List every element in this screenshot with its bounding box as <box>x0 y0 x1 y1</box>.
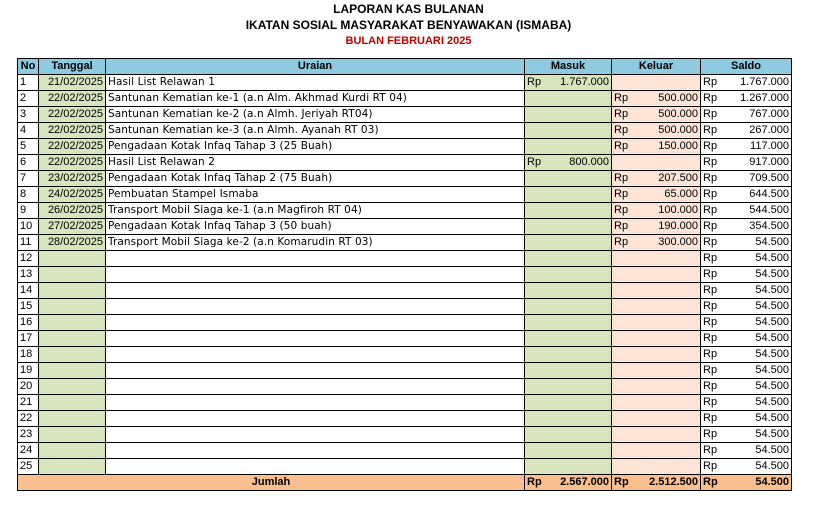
row-masuk-cell[interactable] <box>525 235 612 251</box>
row-saldo-cell[interactable] <box>701 299 792 315</box>
row-uraian-cell[interactable]: Santunan Kematian ke-1 (a.n Alm. Akhmad Kurdi RT 04) <box>106 91 525 107</box>
row-saldo-cell[interactable] <box>701 235 792 251</box>
row-uraian-cell[interactable]: Pengadaan Kotak Infaq Tahap 2 (75 Buah) <box>106 171 525 187</box>
row-uraian-cell[interactable] <box>106 299 525 315</box>
row-uraian-cell[interactable] <box>106 283 525 299</box>
row-no-cell[interactable]: 17 <box>18 331 39 347</box>
report-title: LAPORAN KAS BULANAN <box>333 2 484 16</box>
amount-value: 800.000 <box>569 156 609 168</box>
row-tanggal-cell[interactable]: 27/02/2025 <box>39 219 106 235</box>
currency-label: Rp <box>703 300 718 312</box>
row-saldo-cell[interactable] <box>701 427 792 443</box>
row-saldo-cell[interactable] <box>701 459 792 475</box>
table-row <box>18 427 792 443</box>
currency-label: Rp <box>703 124 718 136</box>
row-saldo-cell[interactable] <box>701 283 792 299</box>
row-tanggal-cell[interactable] <box>39 315 106 331</box>
currency-label: Rp <box>703 396 718 408</box>
row-no-cell[interactable]: 25 <box>18 459 39 475</box>
currency-label: Rp <box>703 188 718 200</box>
row-keluar-cell[interactable] <box>612 155 701 171</box>
amount-value: 644.500 <box>749 188 789 200</box>
col-header-masuk[interactable]: Masuk <box>525 59 612 75</box>
col-header-uraian[interactable]: Uraian <box>106 59 525 75</box>
table-row <box>18 139 792 155</box>
currency-label: Rp <box>614 476 629 488</box>
row-tanggal-cell[interactable] <box>39 251 106 267</box>
row-saldo-cell[interactable] <box>701 75 792 91</box>
row-masuk-cell[interactable] <box>525 139 612 155</box>
row-masuk-cell[interactable] <box>525 347 612 363</box>
row-masuk-cell[interactable] <box>525 107 612 123</box>
total-keluar-cell[interactable] <box>612 475 701 491</box>
currency-label: Rp <box>614 140 629 152</box>
amount-value: 190.000 <box>658 220 698 232</box>
amount-value: 54.500 <box>755 252 789 264</box>
row-uraian-cell[interactable] <box>106 459 525 475</box>
row-masuk-cell[interactable] <box>525 155 612 171</box>
col-header-no[interactable]: No <box>18 59 39 75</box>
row-saldo-cell[interactable] <box>701 187 792 203</box>
amount-value: 54.500 <box>755 460 789 472</box>
row-saldo-cell[interactable] <box>701 107 792 123</box>
row-saldo-cell[interactable] <box>701 155 792 171</box>
amount-value: 100.000 <box>658 204 698 216</box>
row-uraian-cell[interactable] <box>106 363 525 379</box>
currency-label: Rp <box>703 108 718 120</box>
table-row <box>18 395 792 411</box>
row-masuk-cell[interactable] <box>525 411 612 427</box>
table-header-row <box>18 59 792 75</box>
row-keluar-cell[interactable] <box>612 123 701 139</box>
row-masuk-cell[interactable] <box>525 187 612 203</box>
table-row <box>18 443 792 459</box>
row-keluar-cell[interactable] <box>612 315 701 331</box>
row-masuk-cell[interactable] <box>525 427 612 443</box>
currency-label: Rp <box>703 316 718 328</box>
row-tanggal-cell[interactable] <box>39 331 106 347</box>
currency-label: Rp <box>703 204 718 216</box>
organization-name: IKATAN SOSIAL MASYARAKAT BENYAWAKAN (ISMABA) <box>245 18 572 32</box>
row-keluar-cell[interactable] <box>612 139 701 155</box>
row-masuk-cell[interactable] <box>525 91 612 107</box>
currency-label: Rp <box>703 364 718 376</box>
row-keluar-cell[interactable] <box>612 443 701 459</box>
row-saldo-cell[interactable] <box>701 251 792 267</box>
amount-value: 54.500 <box>755 380 789 392</box>
row-saldo-cell[interactable] <box>701 395 792 411</box>
row-saldo-cell[interactable] <box>701 267 792 283</box>
row-masuk-cell[interactable] <box>525 459 612 475</box>
row-uraian-cell[interactable] <box>106 315 525 331</box>
total-keluar: 2.512.500 <box>649 476 698 488</box>
currency-label: Rp <box>703 428 718 440</box>
table-row <box>18 91 792 107</box>
amount-value: 500.000 <box>658 124 698 136</box>
amount-value: 54.500 <box>755 428 789 440</box>
row-keluar-cell[interactable] <box>612 203 701 219</box>
row-masuk-cell[interactable] <box>525 363 612 379</box>
table-row <box>18 187 792 203</box>
row-masuk-cell[interactable] <box>525 331 612 347</box>
row-tanggal-cell[interactable] <box>39 283 106 299</box>
row-no-cell[interactable]: 20 <box>18 379 39 395</box>
table-row <box>18 107 792 123</box>
row-no-cell[interactable]: 2 <box>18 91 39 107</box>
row-keluar-cell[interactable] <box>612 219 701 235</box>
table-row <box>18 123 792 139</box>
row-tanggal-cell[interactable] <box>39 363 106 379</box>
amount-value: 54.500 <box>755 284 789 296</box>
amount-value: 207.500 <box>658 172 698 184</box>
row-masuk-cell[interactable] <box>525 123 612 139</box>
row-uraian-cell[interactable] <box>106 331 525 347</box>
amount-value: 500.000 <box>658 108 698 120</box>
amount-value: 1.767.000 <box>560 76 609 88</box>
table-row <box>18 459 792 475</box>
currency-label: Rp <box>614 108 629 120</box>
row-saldo-cell[interactable] <box>701 379 792 395</box>
row-tanggal-cell[interactable] <box>39 299 106 315</box>
total-saldo: 54.500 <box>755 476 789 488</box>
currency-label: Rp <box>527 156 542 168</box>
row-no-cell[interactable]: 21 <box>18 395 39 411</box>
currency-label: Rp <box>703 444 718 456</box>
total-masuk: 2.567.000 <box>560 476 609 488</box>
row-saldo-cell[interactable] <box>701 219 792 235</box>
row-masuk-cell[interactable] <box>525 251 612 267</box>
amount-value: 54.500 <box>755 348 789 360</box>
row-keluar-cell[interactable] <box>612 283 701 299</box>
row-masuk-cell[interactable] <box>525 203 612 219</box>
row-uraian-cell[interactable]: Pengadaan Kotak Infaq Tahap 3 (50 buah) <box>106 219 525 235</box>
row-saldo-cell[interactable] <box>701 91 792 107</box>
row-no-cell[interactable]: 14 <box>18 283 39 299</box>
row-keluar-cell[interactable] <box>612 187 701 203</box>
currency-label: Rp <box>614 188 629 200</box>
amount-value: 54.500 <box>755 316 789 328</box>
currency-label: Rp <box>703 332 718 344</box>
row-masuk-cell[interactable] <box>525 75 612 91</box>
row-saldo-cell[interactable] <box>701 443 792 459</box>
currency-label: Rp <box>527 76 542 88</box>
row-keluar-cell[interactable] <box>612 427 701 443</box>
row-tanggal-cell[interactable]: 22/02/2025 <box>39 139 106 155</box>
amount-value: 54.500 <box>755 332 789 344</box>
report-period: BULAN FEBRUARI 2025 <box>345 35 472 47</box>
row-no-cell[interactable]: 10 <box>18 219 39 235</box>
row-masuk-cell[interactable] <box>525 379 612 395</box>
row-tanggal-cell[interactable] <box>39 459 106 475</box>
row-tanggal-cell[interactable] <box>39 267 106 283</box>
row-tanggal-cell[interactable]: 28/02/2025 <box>39 235 106 251</box>
col-header-tanggal[interactable]: Tanggal <box>39 59 106 75</box>
amount-value: 54.500 <box>755 396 789 408</box>
row-no-cell[interactable]: 1 <box>18 75 39 91</box>
row-keluar-cell[interactable] <box>612 235 701 251</box>
currency-label: Rp <box>703 252 718 264</box>
row-saldo-cell[interactable] <box>701 171 792 187</box>
table-row <box>18 331 792 347</box>
row-uraian-cell[interactable]: Santunan Kematian ke-2 (a.n Almh. Jeriyah RT04) <box>106 107 525 123</box>
row-keluar-cell[interactable] <box>612 459 701 475</box>
currency-label: Rp <box>703 140 718 152</box>
row-uraian-cell[interactable]: Transport Mobil Siaga ke-2 (a.n Komarudin RT 03) <box>106 235 525 251</box>
row-saldo-cell[interactable] <box>701 347 792 363</box>
row-uraian-cell[interactable] <box>106 395 525 411</box>
currency-label: Rp <box>614 92 629 104</box>
row-keluar-cell[interactable] <box>612 267 701 283</box>
currency-label: Rp <box>703 268 718 280</box>
currency-label: Rp <box>614 204 629 216</box>
table-row <box>18 315 792 331</box>
table-row <box>18 299 792 315</box>
row-saldo-cell[interactable] <box>701 123 792 139</box>
currency-label: Rp <box>703 460 718 472</box>
row-masuk-cell[interactable] <box>525 283 612 299</box>
currency-label: Rp <box>703 92 718 104</box>
row-keluar-cell[interactable] <box>612 331 701 347</box>
row-masuk-cell[interactable] <box>525 395 612 411</box>
amount-value: 54.500 <box>755 268 789 280</box>
row-no-cell[interactable]: 4 <box>18 123 39 139</box>
amount-value: 54.500 <box>755 364 789 376</box>
row-saldo-cell[interactable] <box>701 139 792 155</box>
amount-value: 54.500 <box>755 300 789 312</box>
row-tanggal-cell[interactable]: 22/02/2025 <box>39 107 106 123</box>
row-masuk-cell[interactable] <box>525 315 612 331</box>
currency-label: Rp <box>703 412 718 424</box>
row-no-cell[interactable]: 6 <box>18 155 39 171</box>
row-tanggal-cell[interactable]: 26/02/2025 <box>39 203 106 219</box>
row-no-cell[interactable]: 24 <box>18 443 39 459</box>
currency-label: Rp <box>614 220 629 232</box>
currency-label: Rp <box>703 220 718 232</box>
amount-value: 1.767.000 <box>740 76 789 88</box>
table-row <box>18 219 792 235</box>
amount-value: 709.500 <box>749 172 789 184</box>
amount-value: 267.000 <box>749 124 789 136</box>
row-uraian-cell[interactable] <box>106 267 525 283</box>
row-no-cell[interactable]: 18 <box>18 347 39 363</box>
row-uraian-cell[interactable]: Pengadaan Kotak Infaq Tahap 3 (25 Buah) <box>106 139 525 155</box>
row-tanggal-cell[interactable] <box>39 347 106 363</box>
row-keluar-cell[interactable] <box>612 363 701 379</box>
row-tanggal-cell[interactable]: 22/02/2025 <box>39 123 106 139</box>
row-no-cell[interactable]: 11 <box>18 235 39 251</box>
row-uraian-cell[interactable] <box>106 411 525 427</box>
row-tanggal-cell[interactable] <box>39 411 106 427</box>
currency-label: Rp <box>703 156 718 168</box>
row-no-cell[interactable]: 12 <box>18 251 39 267</box>
row-keluar-cell[interactable] <box>612 75 701 91</box>
row-uraian-cell[interactable]: Hasil List Relawan 1 <box>106 75 525 91</box>
amount-value: 354.500 <box>749 220 789 232</box>
row-masuk-cell[interactable] <box>525 443 612 459</box>
amount-value: 917.000 <box>749 156 789 168</box>
row-saldo-cell[interactable] <box>701 315 792 331</box>
table-row <box>18 75 792 91</box>
currency-label: Rp <box>703 172 718 184</box>
row-keluar-cell[interactable] <box>612 107 701 123</box>
currency-label: Rp <box>614 172 629 184</box>
cash-report-table <box>17 58 792 491</box>
row-tanggal-cell[interactable] <box>39 443 106 459</box>
row-no-cell[interactable]: 13 <box>18 267 39 283</box>
row-tanggal-cell[interactable]: 23/02/2025 <box>39 171 106 187</box>
row-uraian-cell[interactable] <box>106 251 525 267</box>
row-masuk-cell[interactable] <box>525 219 612 235</box>
row-no-cell[interactable]: 7 <box>18 171 39 187</box>
table-row <box>18 251 792 267</box>
table-row <box>18 267 792 283</box>
row-no-cell[interactable]: 19 <box>18 363 39 379</box>
currency-label: Rp <box>614 236 629 248</box>
row-no-cell[interactable]: 5 <box>18 139 39 155</box>
row-tanggal-cell[interactable] <box>39 379 106 395</box>
row-no-cell[interactable]: 9 <box>18 203 39 219</box>
row-saldo-cell[interactable] <box>701 363 792 379</box>
amount-value: 544.500 <box>749 204 789 216</box>
row-uraian-cell[interactable]: Transport Mobil Siaga ke-1 (a.n Magfiroh RT 04) <box>106 203 525 219</box>
row-tanggal-cell[interactable]: 22/02/2025 <box>39 155 106 171</box>
currency-label: Rp <box>703 348 718 360</box>
amount-value: 500.000 <box>658 92 698 104</box>
row-saldo-cell[interactable] <box>701 411 792 427</box>
currency-label: Rp <box>614 124 629 136</box>
amount-value: 767.000 <box>749 108 789 120</box>
table-row <box>18 411 792 427</box>
row-masuk-cell[interactable] <box>525 299 612 315</box>
row-keluar-cell[interactable] <box>612 251 701 267</box>
row-keluar-cell[interactable] <box>612 299 701 315</box>
total-saldo-cell[interactable] <box>701 475 792 491</box>
row-tanggal-cell[interactable]: 21/02/2025 <box>39 75 106 91</box>
row-no-cell[interactable]: 15 <box>18 299 39 315</box>
row-uraian-cell[interactable]: Hasil List Relawan 2 <box>106 155 525 171</box>
row-saldo-cell[interactable] <box>701 203 792 219</box>
row-tanggal-cell[interactable] <box>39 427 106 443</box>
amount-value: 117.000 <box>750 140 789 152</box>
report-header <box>0 1 817 49</box>
row-uraian-cell[interactable]: Pembuatan Stampel Ismaba <box>106 187 525 203</box>
currency-label: Rp <box>703 380 718 392</box>
amount-value: 1.267.000 <box>740 92 789 104</box>
amount-value: 54.500 <box>755 236 789 248</box>
amount-value: 300.000 <box>658 236 698 248</box>
table-row <box>18 283 792 299</box>
row-tanggal-cell[interactable] <box>39 395 106 411</box>
currency-label: Rp <box>703 284 718 296</box>
currency-label: Rp <box>703 476 718 488</box>
row-keluar-cell[interactable] <box>612 379 701 395</box>
row-uraian-cell[interactable] <box>106 347 525 363</box>
row-saldo-cell[interactable] <box>701 331 792 347</box>
table-row <box>18 379 792 395</box>
row-no-cell[interactable]: 3 <box>18 107 39 123</box>
row-no-cell[interactable]: 23 <box>18 427 39 443</box>
col-header-saldo[interactable]: Saldo <box>701 59 792 75</box>
row-keluar-cell[interactable] <box>612 411 701 427</box>
row-uraian-cell[interactable] <box>106 427 525 443</box>
row-no-cell[interactable]: 22 <box>18 411 39 427</box>
row-keluar-cell[interactable] <box>612 171 701 187</box>
amount-value: 150.000 <box>658 140 698 152</box>
table-row <box>18 155 792 171</box>
table-row <box>18 363 792 379</box>
table-row <box>18 235 792 251</box>
amount-value: 65.000 <box>664 188 698 200</box>
total-row <box>18 475 792 491</box>
row-masuk-cell[interactable] <box>525 171 612 187</box>
row-uraian-cell[interactable] <box>106 379 525 395</box>
row-uraian-cell[interactable] <box>106 443 525 459</box>
row-tanggal-cell[interactable]: 22/02/2025 <box>39 91 106 107</box>
row-keluar-cell[interactable] <box>612 347 701 363</box>
currency-label: Rp <box>527 476 542 488</box>
row-no-cell[interactable]: 16 <box>18 315 39 331</box>
table-row <box>18 347 792 363</box>
row-keluar-cell[interactable] <box>612 91 701 107</box>
row-tanggal-cell[interactable]: 24/02/2025 <box>39 187 106 203</box>
row-masuk-cell[interactable] <box>525 267 612 283</box>
col-header-keluar[interactable]: Keluar <box>612 59 701 75</box>
table-row <box>18 203 792 219</box>
currency-label: Rp <box>703 76 718 88</box>
total-masuk-cell[interactable] <box>525 475 612 491</box>
table-row <box>18 171 792 187</box>
row-keluar-cell[interactable] <box>612 395 701 411</box>
amount-value: 54.500 <box>755 412 789 424</box>
currency-label: Rp <box>703 236 718 248</box>
row-uraian-cell[interactable]: Santunan Kematian ke-3 (a.n Almh. Ayanah RT 03) <box>106 123 525 139</box>
amount-value: 54.500 <box>755 444 789 456</box>
row-no-cell[interactable]: 8 <box>18 187 39 203</box>
total-label[interactable]: Jumlah <box>18 475 525 491</box>
